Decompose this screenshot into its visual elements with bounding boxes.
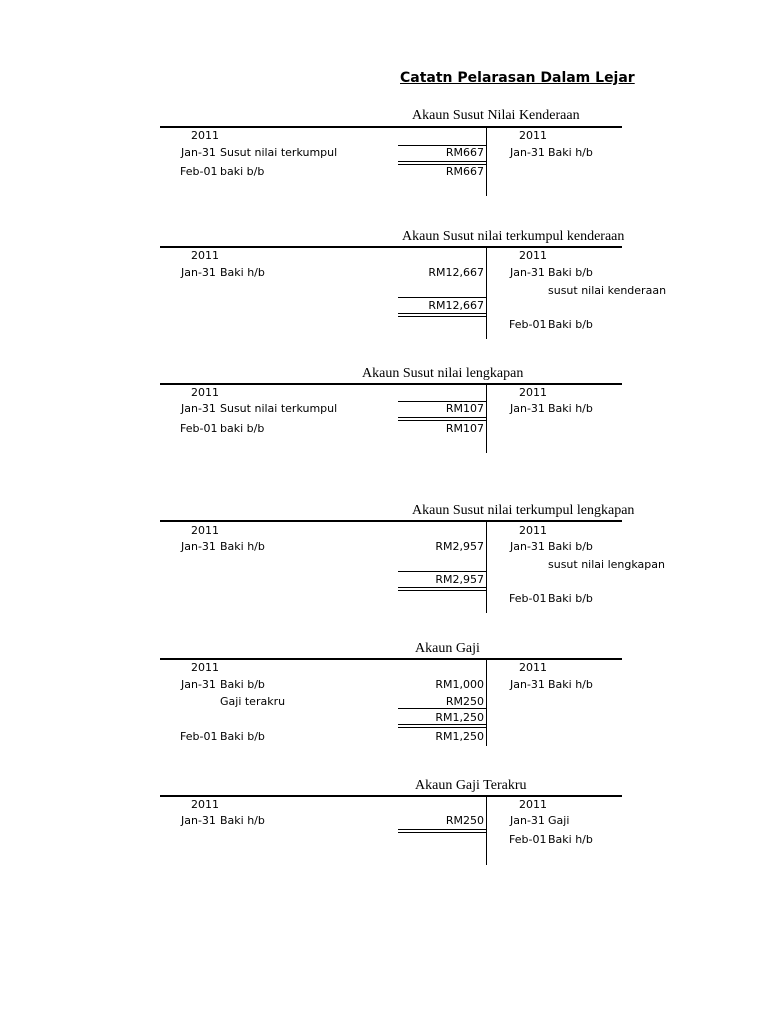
- ledger-account-susut-nilai-kenderaan: [0, 108, 622, 203]
- debit-amount: RM250: [445, 814, 484, 827]
- debit-year: 2011: [191, 661, 219, 674]
- debit-amount: RM667: [445, 165, 484, 178]
- credit-year: 2011: [519, 129, 547, 142]
- debit-year: 2011: [191, 524, 219, 537]
- credit-description: Baki h/b: [548, 146, 593, 159]
- debit-date: Jan-31: [181, 678, 216, 691]
- credit-description: Baki h/b: [548, 833, 593, 846]
- debit-date: Jan-31: [181, 146, 216, 159]
- amount-underline: [398, 297, 486, 298]
- ledger-top-rule: [160, 383, 622, 385]
- debit-amount: RM107: [445, 402, 484, 415]
- credit-year: 2011: [519, 798, 547, 811]
- debit-description: Baki h/b: [220, 266, 265, 279]
- debit-date: Feb-01: [180, 165, 218, 178]
- debit-year: 2011: [191, 386, 219, 399]
- ledger-top-rule: [160, 246, 622, 248]
- ledger-title: Akaun Susut nilai terkumpul lengkapan: [412, 503, 635, 518]
- ledger-top-rule: [160, 520, 622, 522]
- ledger-account-gaji: [0, 641, 622, 751]
- debit-date: Feb-01: [180, 422, 218, 435]
- total-double-underline: [398, 417, 486, 421]
- debit-description: Baki h/b: [220, 814, 265, 827]
- ledger-top-rule: [160, 126, 622, 128]
- debit-description: Baki b/b: [220, 730, 265, 743]
- credit-date: Jan-31: [510, 266, 545, 279]
- credit-description: Baki b/b: [548, 318, 593, 331]
- debit-description: baki b/b: [220, 165, 265, 178]
- credit-date: Feb-01: [509, 318, 547, 331]
- ledger-account-susut-nilai-lengkapan: [0, 366, 622, 456]
- debit-total: RM12,667: [428, 299, 484, 312]
- credit-description: Baki b/b: [548, 592, 593, 605]
- credit-description: susut nilai lengkapan: [548, 558, 665, 571]
- debit-amount: RM107: [445, 422, 484, 435]
- ledger-divider: [486, 522, 487, 613]
- ledger-title: Akaun Susut Nilai Kenderaan: [412, 108, 580, 123]
- credit-date: Jan-31: [510, 146, 545, 159]
- ledger-top-rule: [160, 795, 622, 797]
- credit-description: Baki b/b: [548, 540, 593, 553]
- amount-underline: [398, 708, 486, 709]
- debit-total: RM2,957: [435, 573, 484, 586]
- total-double-underline: [398, 587, 486, 591]
- ledger-divider: [486, 660, 487, 746]
- credit-year: 2011: [519, 249, 547, 262]
- debit-description: Susut nilai terkumpul: [220, 402, 338, 415]
- total-double-underline: [398, 829, 486, 833]
- debit-year: 2011: [191, 798, 219, 811]
- ledger-title: Akaun Susut nilai lengkapan: [362, 366, 524, 381]
- credit-date: Jan-31: [510, 540, 545, 553]
- credit-description: susut nilai kenderaan: [548, 284, 667, 297]
- credit-date: Feb-01: [509, 592, 547, 605]
- ledger-top-rule: [160, 658, 622, 660]
- credit-description: Gaji: [548, 814, 570, 827]
- ledger-account-gaji-terakru: [0, 778, 622, 868]
- ledger-account-susut-nilai-terkumpul-lengkapan: [0, 503, 665, 618]
- credit-description: Baki b/b: [548, 266, 593, 279]
- ledger-title: Akaun Gaji: [415, 641, 480, 656]
- debit-amount: RM1,250: [435, 730, 484, 743]
- debit-amount: RM667: [445, 146, 484, 159]
- credit-date: Jan-31: [510, 678, 545, 691]
- credit-year: 2011: [519, 524, 547, 537]
- ledger-divider: [486, 128, 487, 196]
- debit-year: 2011: [191, 129, 219, 142]
- credit-date: Jan-31: [510, 814, 545, 827]
- debit-date: Jan-31: [181, 402, 216, 415]
- amount-underline: [398, 571, 486, 572]
- debit-date: Feb-01: [180, 730, 218, 743]
- debit-date: Jan-31: [181, 540, 216, 553]
- credit-year: 2011: [519, 386, 547, 399]
- debit-date: Jan-31: [181, 266, 216, 279]
- ledger-account-susut-nilai-terkumpul-kenderaan: [0, 229, 667, 344]
- debit-amount: RM1,000: [435, 678, 484, 691]
- debit-date: Jan-31: [181, 814, 216, 827]
- ledger-title: Akaun Susut nilai terkumpul kenderaan: [402, 229, 625, 244]
- ledger-divider: [486, 385, 487, 453]
- debit-total: RM1,250: [435, 711, 484, 724]
- ledger-divider: [486, 248, 487, 339]
- ledger-divider: [486, 797, 487, 865]
- total-double-underline: [398, 313, 486, 317]
- credit-date: Feb-01: [509, 833, 547, 846]
- debit-description: Susut nilai terkumpul: [220, 146, 338, 159]
- debit-amount: RM12,667: [428, 266, 484, 279]
- debit-description: Gaji terakru: [220, 695, 286, 708]
- ledger-title: Akaun Gaji Terakru: [415, 778, 527, 793]
- credit-description: Baki h/b: [548, 678, 593, 691]
- debit-description: Baki b/b: [220, 678, 265, 691]
- total-double-underline: [398, 724, 486, 728]
- credit-description: Baki h/b: [548, 402, 593, 415]
- debit-amount: RM250: [445, 695, 484, 708]
- debit-amount: RM2,957: [435, 540, 484, 553]
- debit-year: 2011: [191, 249, 219, 262]
- credit-date: Jan-31: [510, 402, 545, 415]
- debit-description: Baki h/b: [220, 540, 265, 553]
- credit-year: 2011: [519, 661, 547, 674]
- page-title: Catatn Pelarasan Dalam Lejar: [400, 70, 635, 86]
- debit-description: baki b/b: [220, 422, 265, 435]
